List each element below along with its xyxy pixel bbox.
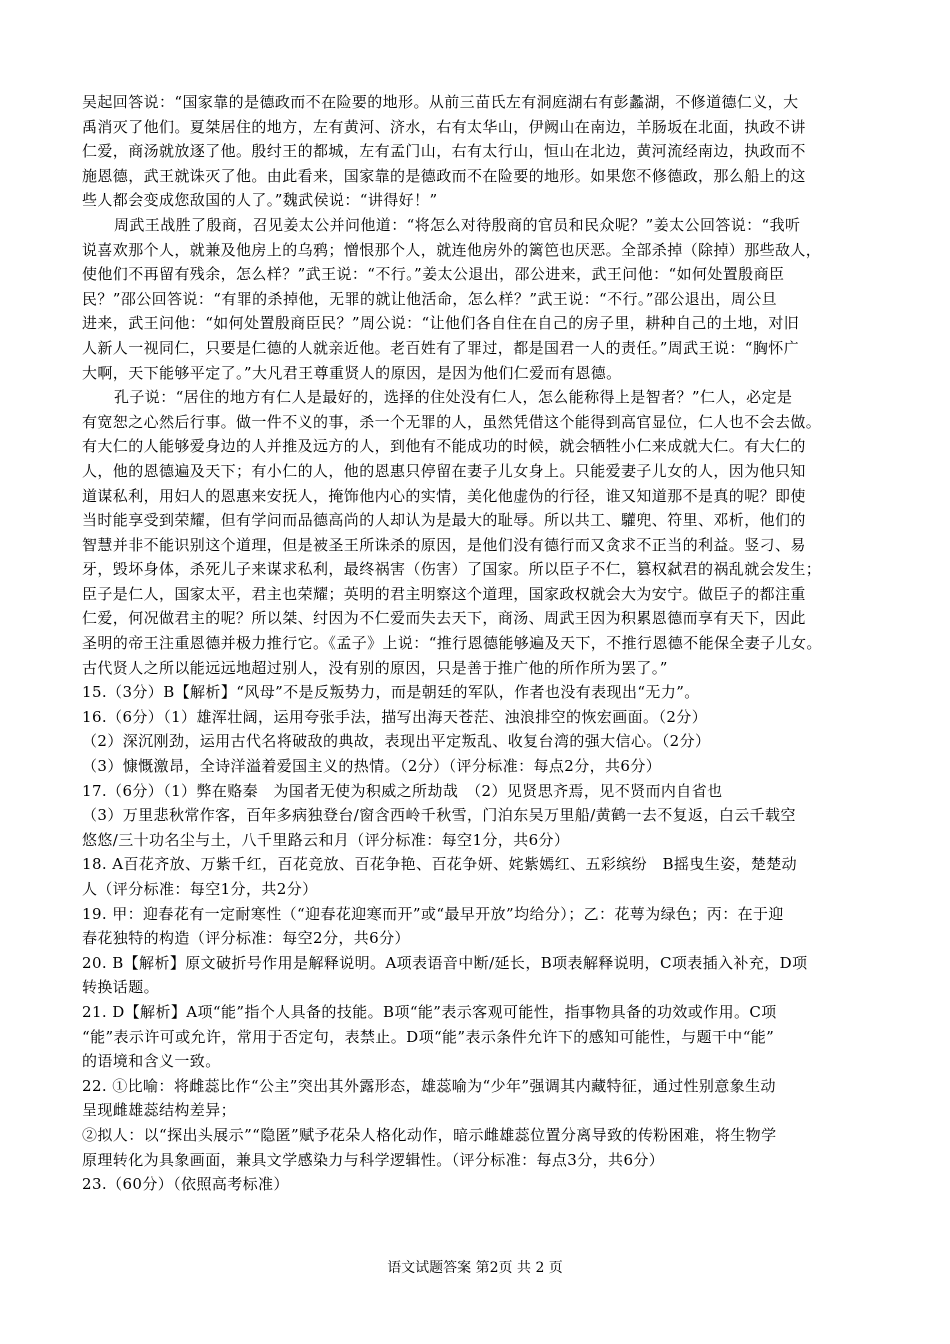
text-line: 施恩德，武王就诛灭了他。由此看来，国家靠的是德政而不在险要的地形。如果您不修德政，那么船上的这 xyxy=(82,166,806,185)
text-line: 转换话题。 xyxy=(82,978,160,997)
text-line: 大啊，天下能够平定了。”大凡君王尊重贤人的原因，是因为他们仁爱而有恩德。 xyxy=(82,363,622,382)
text-line: 民？”邵公回答说：“有罪的杀掉他，无罪的就让他活命，怎么样？”武王说：“不行。”邵公退出，周公旦 xyxy=(82,289,778,308)
answer-15: 15.（3分）B【解析】“风母”不是反叛势力，而是朝廷的军队，作者也没有表现出“无力”。 xyxy=(82,683,700,702)
text-line: 禹消灭了他们。夏桀居住的地方，左有黄河、济水，右有太华山，伊阙山在南边，羊肠坂在北面，执政不讲 xyxy=(82,117,806,136)
text-line: 的语境和含义一致。 xyxy=(82,1052,221,1071)
text-line: 智慧并非不能识别这个道理，但是被圣王所诛杀的原因，是他们没有德行而又贪求不正当的利益。竖刁、易 xyxy=(82,535,806,554)
answer-16: 16.（6分）（1）雄浑壮阔，运用夸张手法，描写出海天苍茫、浊浪排空的恢宏画面。（2分） xyxy=(82,707,708,726)
text-line: 孔子说：“居住的地方有仁人是最好的，选择的住处没有仁人，怎么能称得上是智者？”仁人，必定是 xyxy=(114,388,793,407)
text-line: 仁爱，商汤就放逐了他。殷纣王的都城，左有孟门山，右有太行山，恒山在北边，黄河流经南边，执政而不 xyxy=(82,142,806,161)
text-line: 道谋私利，用妇人的恩惠来安抚人，掩饰他内心的实情，美化他虚伪的行径，谁又知道那不是真的呢？即使 xyxy=(82,486,806,505)
text-line: 春花独特的构造（评分标准：每空2分，共6分） xyxy=(82,929,410,948)
text-line: 使他们不再留有残余，怎么样？”武王说：“不行。”姜太公退出，邵公进来，武王问他：“如何处置殷商臣 xyxy=(82,265,785,284)
answer-23: 23.（60分）（依照高考标准） xyxy=(82,1175,289,1194)
answer-17-part-3: （3）万里悲秋常作客，百年多病独登台/窗含西岭千秋雪，门泊东吴万里船/黄鹤一去不复返，白云千载空 xyxy=(82,806,796,825)
page-footer: 语文试题答案 第2页 共 2 页 xyxy=(387,1260,563,1276)
text-line: 人（评分标准：每空1分，共2分） xyxy=(82,880,318,898)
text-line: 些人都会变成您敌国的人了。”魏武侯说：“讲得好！” xyxy=(82,191,438,210)
text-line: 人，他的恩德遍及天下；有小仁的人，他的恩惠只停留在妻子儿女身上。只能爱妻子儿女的人，因为他只知 xyxy=(82,461,806,480)
text-line: 圣明的帝王注重恩德并极力推行它。《孟子》上说：“推行恩德能够遍及天下，不推行恩德不能保全妻子儿女。 xyxy=(82,634,822,653)
answer-18: 18. A百花齐放、万紫千红，百花竞放、百花争艳、百花争妍、姹紫嫣红、五彩缤纷 B摇曳生姿，楚楚动 xyxy=(82,855,798,874)
text-line: 有大仁的人能够爱身边的人并推及远方的人，到他有不能成功的时候，就会牺牲小仁来成就大仁。有大仁的 xyxy=(82,437,806,456)
text-line: “能”表示许可或允许，常用于否定句，表禁止。D项“能”表示条件允许下的感知可能性，与题干中“能” xyxy=(82,1027,775,1046)
answer-16-part-2: （2）深沉刚劲，运用古代名将破敌的典故，表现出平定叛乱、收复台湾的强大信心。（2分） xyxy=(82,732,711,751)
text-line: 牙，毁坏身体，杀死儿子来谋求私利，最终祸害（伤害）了国家。所以臣子不仁，篡权弑君的祸乱就会发生； xyxy=(82,560,822,579)
text-line: 仁爱，何况做君主的呢？所以桀、纣因为不仁爱而失去天下，商汤、周武王因为积累恩德而享有天下，因此 xyxy=(82,609,806,628)
text-line: 悠悠/三十功名尘与土，八千里路云和月（评分标准：每空1分，共6分） xyxy=(82,830,570,849)
text-line: 说喜欢那个人，就兼及他房上的乌鸦；憎恨那个人，就连他房外的篱笆也厌恶。全部杀掉（除掉）那些敌人， xyxy=(82,240,822,259)
answer-16-part-3: （3）慷慨激昂，全诗洋溢着爱国主义的热情。（2分）（评分标准：每点2分，共6分） xyxy=(82,757,662,776)
answer-21: 21. D【解析】A项“能”指个人具备的技能。B项“能”表示客观可能性，指事物具备的功效或作用。C项 xyxy=(82,1002,777,1021)
answer-text-body xyxy=(82,90,872,1197)
text-line: 人新人一视同仁，只要是仁德的人就亲近他。老百姓有了罪过，都是国君一人的责任。”周武王说：“胸怀广 xyxy=(82,338,800,357)
text-line: 原理转化为具象画面，兼具文学感染力与科学逻辑性。（评分标准：每点3分，共6分） xyxy=(82,1150,665,1169)
text-line: 有宽恕之心然后行事。做一件不义的事，杀一个无罪的人，虽然凭借这个能得到高官显位，仁人也不会去做。 xyxy=(82,412,822,431)
text-line: 吴起回答说：“国家靠的是德政而不在险要的地形。从前三苗氏左有洞庭湖右有彭蠡湖，不修道德仁义，大 xyxy=(82,93,799,111)
answer-19: 19. 甲：迎春花有一定耐寒性（“迎春花迎寒而开”或“最早开放”均给分）；乙：花萼为绿色；丙：在于迎 xyxy=(82,904,784,923)
answer-22-part-2: ②拟人：以“探出头展示”“隐匿”赋予花朵人格化动作，暗示雌雄蕊位置分离导致的传粉困难，将生物学 xyxy=(82,1125,777,1144)
text-line: 呈现雌雄蕊结构差异； xyxy=(82,1101,237,1120)
text-line: 臣子是仁人，国家太平，君主也荣耀；英明的君主明察这个道理，国家政权就会大为安宁。做臣子的都注重 xyxy=(82,584,806,603)
text-line: 进来，武王问他：“如何处置殷商臣民？”周公说：“让他们各自住在自己的房子里，耕种自己的土地，对旧 xyxy=(82,314,800,333)
text-line: 周武王战胜了殷商，召见姜太公并问他道：“将怎么对待殷商的官员和民众呢？”姜太公回答说：“我听 xyxy=(114,215,801,234)
answer-20: 20. B【解析】原文破折号作用是解释说明。A项表语音中断/延长，B项表解释说明，C项表插入补充，D项 xyxy=(82,953,808,972)
answer-17: 17.（6分）（1）弊在赂秦 为国者无使为积威之所劫哉 （2）见贤思齐焉，见不贤而内自省也 xyxy=(82,781,723,800)
answer-22: 22. ①比喻：将雌蕊比作“公主”突出其外露形态，雄蕊喻为“少年”强调其内藏特征，通过性别意象生动 xyxy=(82,1076,776,1095)
text-line: 古代贤人之所以能远远地超过别人，没有别的原因，只是善于推广他的所作所为罢了。” xyxy=(82,658,668,677)
text-line: 当时能享受到荣耀，但有学问而品德高尚的人却认为是最大的耻辱。所以共工、驩兜、符里、邓析，他们的 xyxy=(82,511,806,530)
